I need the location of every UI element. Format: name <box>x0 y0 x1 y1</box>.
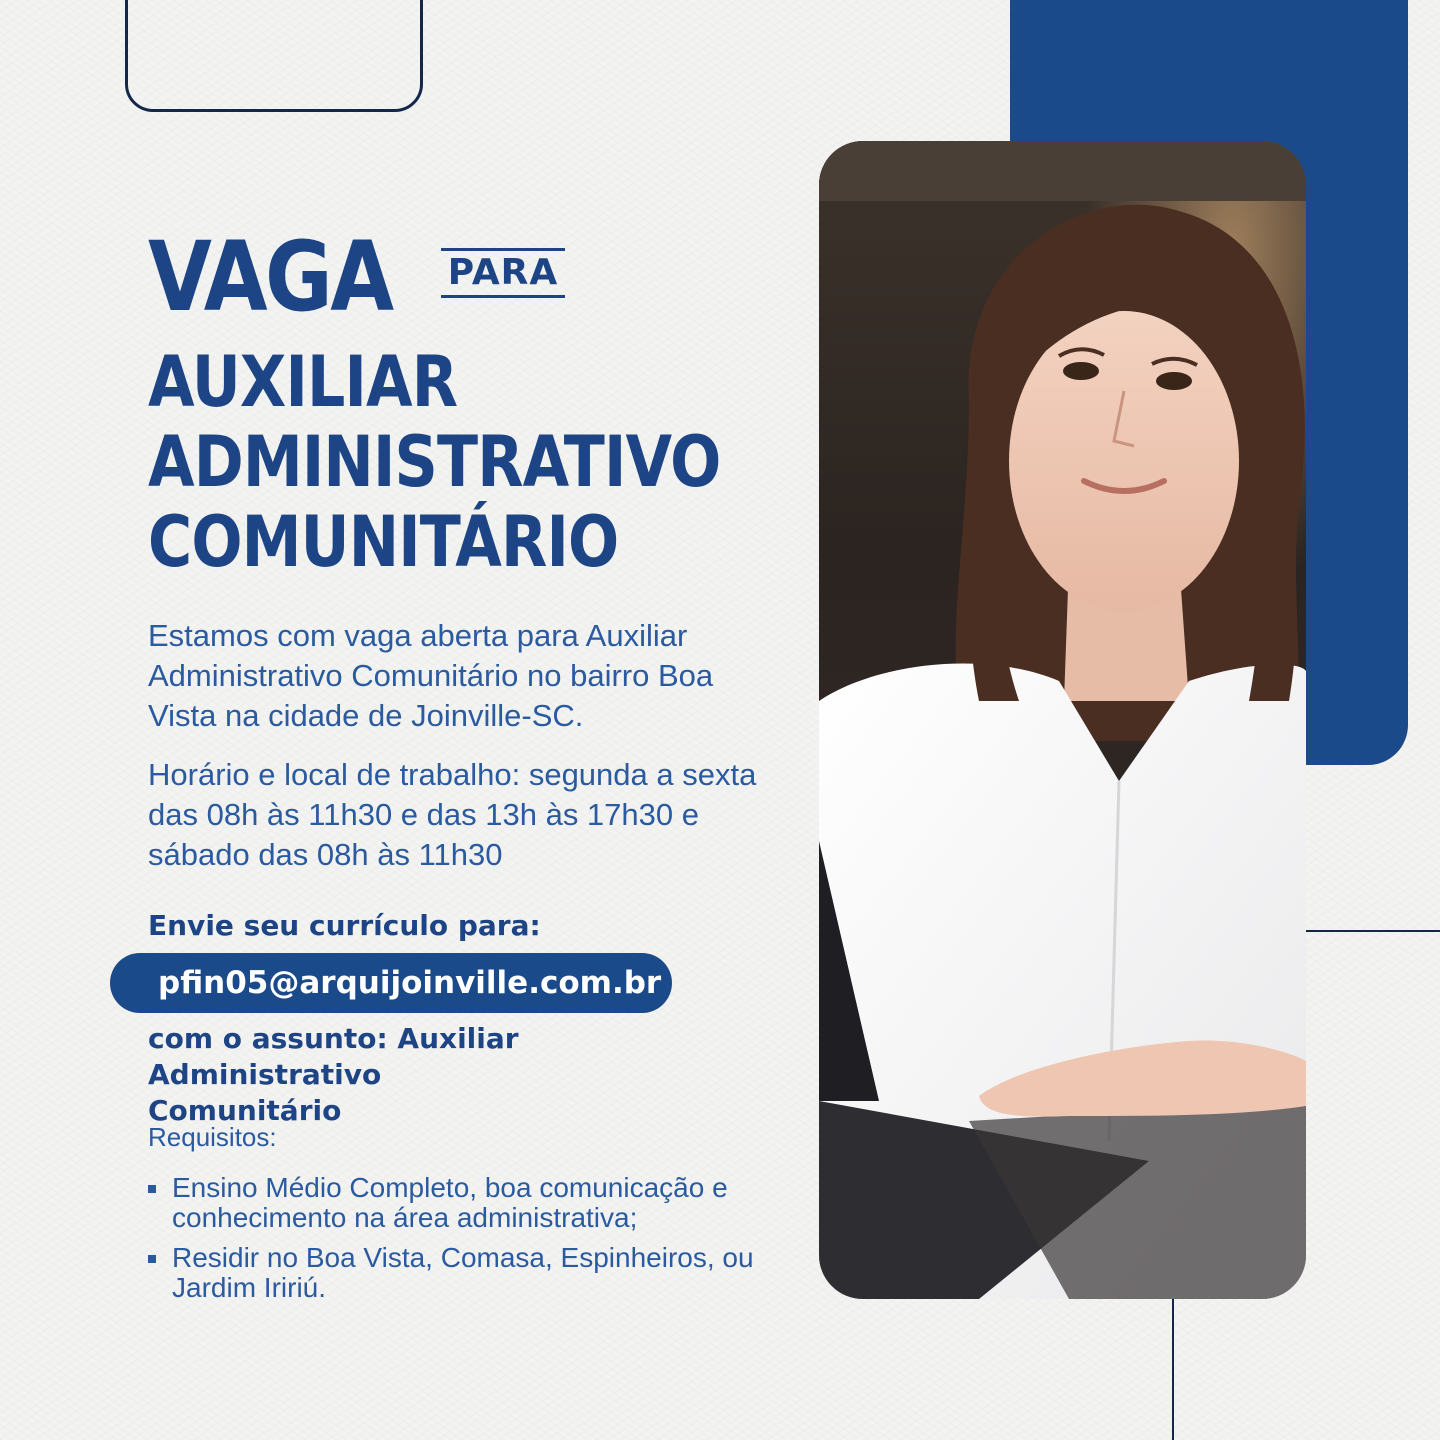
title-line-1: AUXILIAR <box>148 341 458 423</box>
woman-photo <box>819 141 1306 1299</box>
requirement-item <box>148 1173 768 1233</box>
decorative-line-vertical <box>1172 1290 1174 1440</box>
requirement-text: Residir no Boa Vista, Comasa, Espinheiros, ou Jardim Iririú. <box>172 1242 754 1303</box>
description-paragraph-2: Horário e local de trabalho: segunda a sexta das 08h às 11h30 e das 13h às 17h30 e sábado das 08h às 11h30 <box>148 757 757 872</box>
contact-label: Envie seu currículo para: <box>148 909 541 942</box>
bullet-icon <box>148 1255 156 1263</box>
title-line-3: COMUNITÁRIO <box>148 501 619 583</box>
decorative-line-horizontal <box>1300 930 1440 932</box>
decorative-outline-frame <box>125 0 423 112</box>
title-para: PARA <box>441 248 565 298</box>
title-line-2: ADMINISTRATIVO <box>148 421 721 503</box>
title-vaga: VAGA <box>148 221 392 333</box>
email-link[interactable]: pfin05@arquijoinville.com.br <box>110 953 672 1013</box>
requirements-label: Requisitos: <box>148 1122 277 1152</box>
requirement-item <box>148 1243 768 1303</box>
description-paragraph-1: Estamos com vaga aberta para Auxiliar Administrativo Comunitário no bairro Boa Vista na cidade de Joinville-SC. <box>148 618 714 733</box>
contact-subject: com o assunto: Auxiliar Administrativo Comunitário <box>148 1022 519 1127</box>
requirement-text: Ensino Médio Completo, boa comunicação e conhecimento na área administrativa; <box>172 1172 728 1233</box>
bullet-icon <box>148 1185 156 1193</box>
